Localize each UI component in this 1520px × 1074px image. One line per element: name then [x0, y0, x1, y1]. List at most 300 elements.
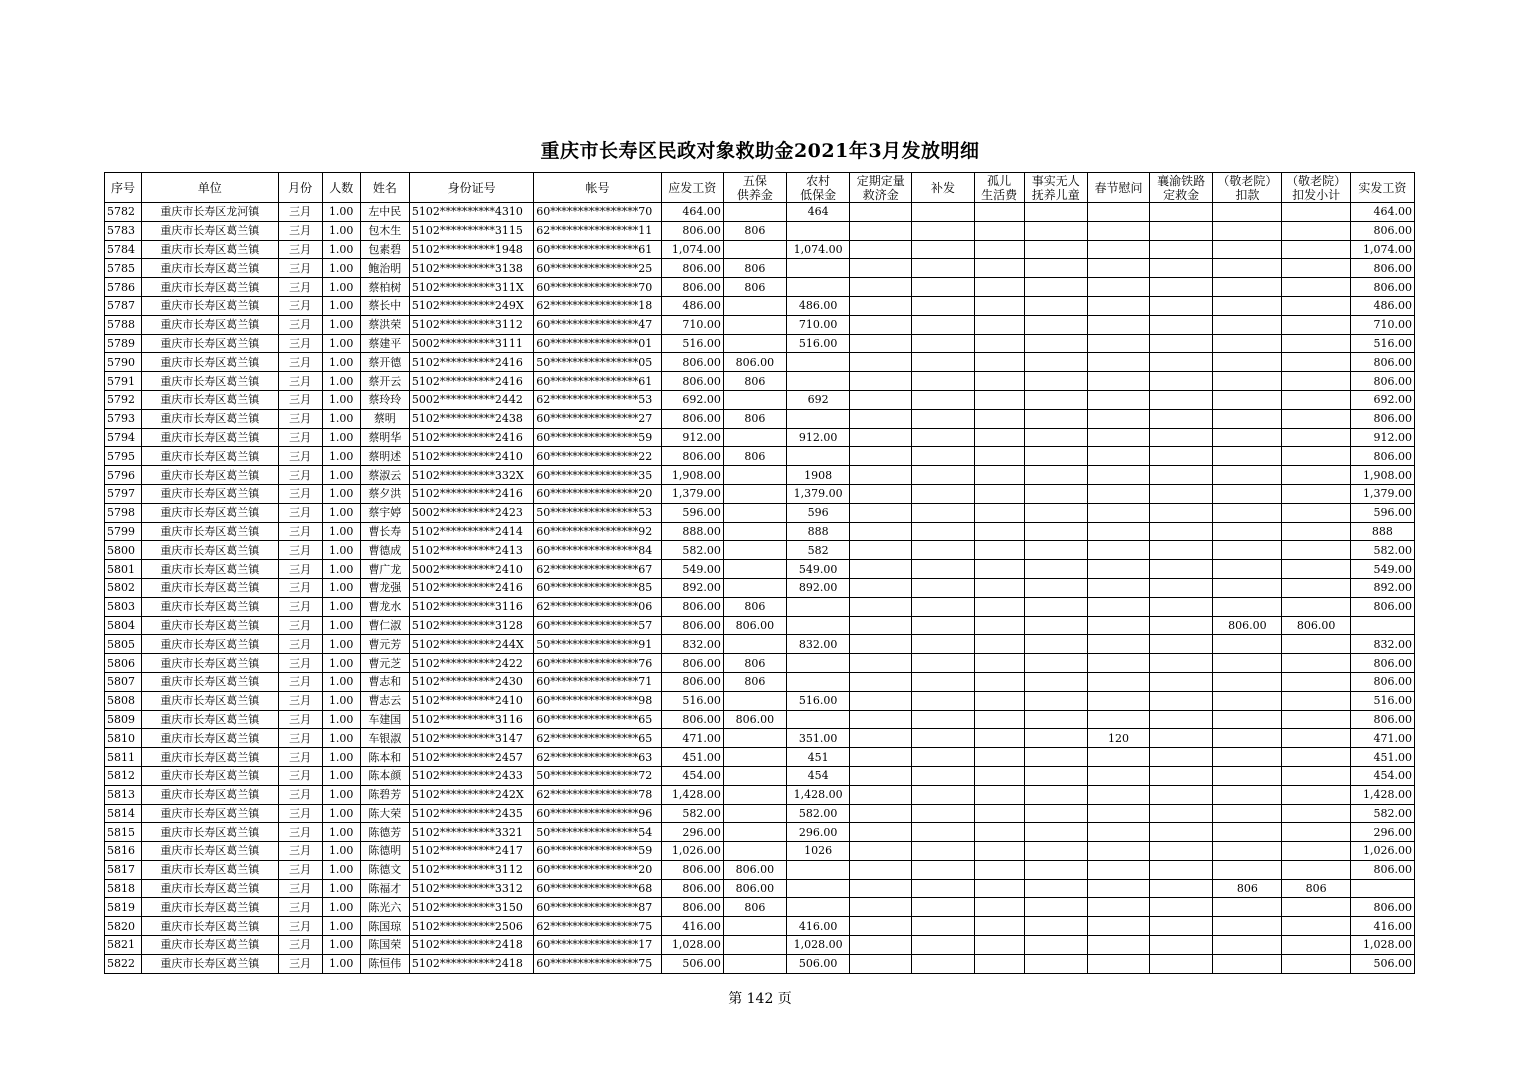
table-cell: 1.00 — [322, 503, 360, 522]
table-cell: 5102**********3321 — [409, 823, 533, 842]
table-cell: 60****************20 — [534, 860, 661, 879]
table-cell: 曹志云 — [360, 691, 409, 710]
table-cell — [1087, 503, 1149, 522]
table-cell — [1282, 672, 1350, 691]
table-row — [105, 785, 1415, 804]
table-cell: 5102**********3147 — [409, 729, 533, 748]
table-cell — [723, 390, 786, 409]
table-cell — [1024, 522, 1087, 541]
table-cell: 806 — [723, 409, 786, 428]
table-cell — [1282, 654, 1350, 673]
table-cell: 陈国荣 — [360, 936, 409, 955]
table-cell: 5002**********2442 — [409, 390, 533, 409]
table-cell: 471.00 — [661, 729, 723, 748]
table-row — [105, 729, 1415, 748]
table-cell — [1087, 710, 1149, 729]
table-cell: 892.00 — [787, 578, 850, 597]
table-cell: 三月 — [278, 936, 322, 955]
column-header-line: 姓名 — [372, 180, 397, 195]
table-cell: 806.00 — [723, 616, 786, 635]
table-cell: 车银淑 — [360, 729, 409, 748]
table-cell — [912, 860, 974, 879]
column-header — [850, 173, 912, 203]
table-cell: 486.00 — [787, 296, 850, 315]
table-cell: 三月 — [278, 390, 322, 409]
table-row — [105, 503, 1415, 522]
table-cell — [850, 804, 912, 823]
table-cell — [1282, 691, 1350, 710]
table-cell: 806.00 — [661, 353, 723, 372]
table-cell: 516.00 — [661, 691, 723, 710]
table-cell: 806.00 — [1350, 409, 1414, 428]
table-cell — [723, 917, 786, 936]
table-cell: 重庆市长寿区葛兰镇 — [142, 785, 278, 804]
table-cell: 5809 — [105, 710, 142, 729]
column-header-line: 扣款 — [1235, 187, 1260, 202]
table-cell: 549.00 — [787, 560, 850, 579]
table-cell: 三月 — [278, 259, 322, 278]
table-cell: 60****************92 — [534, 522, 661, 541]
table-cell: 806.00 — [661, 221, 723, 240]
table-cell — [850, 710, 912, 729]
table-cell: 806.00 — [1282, 616, 1350, 635]
table-cell — [723, 315, 786, 334]
table-cell: 重庆市长寿区葛兰镇 — [142, 221, 278, 240]
table-cell — [723, 823, 786, 842]
table-cell: 451.00 — [1350, 748, 1414, 767]
column-header-line: 生活费 — [981, 187, 1018, 202]
table-cell: 5102**********2457 — [409, 748, 533, 767]
table-cell: 5102**********2410 — [409, 447, 533, 466]
table-cell — [1024, 409, 1087, 428]
table-cell: 5102**********3128 — [409, 616, 533, 635]
table-cell: 蔡夕洪 — [360, 484, 409, 503]
table-cell — [723, 296, 786, 315]
table-cell: 5102**********332X — [409, 466, 533, 485]
table-cell: 5796 — [105, 466, 142, 485]
table-cell — [1087, 240, 1149, 259]
table-cell: 三月 — [278, 296, 322, 315]
table-cell: 三月 — [278, 860, 322, 879]
table-cell — [974, 936, 1024, 955]
table-cell — [1150, 541, 1213, 560]
table-cell: 5102**********2413 — [409, 541, 533, 560]
table-cell: 888 — [787, 522, 850, 541]
table-cell: 三月 — [278, 334, 322, 353]
table-cell: 806 — [723, 372, 786, 391]
table-row — [105, 616, 1415, 635]
table-cell — [1150, 654, 1213, 673]
table-cell — [1213, 785, 1282, 804]
table-cell — [974, 654, 1024, 673]
table-cell — [1087, 428, 1149, 447]
table-cell — [1024, 898, 1087, 917]
table-cell: 5785 — [105, 259, 142, 278]
column-header — [1087, 173, 1149, 203]
table-cell: 416.00 — [787, 917, 850, 936]
table-cell: 5102**********249X — [409, 296, 533, 315]
table-row — [105, 654, 1415, 673]
table-cell — [1024, 691, 1087, 710]
column-header-line: 帐号 — [585, 180, 610, 195]
table-cell — [974, 823, 1024, 842]
table-cell — [1213, 390, 1282, 409]
table-cell — [974, 278, 1024, 297]
table-cell — [850, 578, 912, 597]
table-cell: 710.00 — [661, 315, 723, 334]
table-cell — [850, 672, 912, 691]
table-cell: 888.00 — [661, 522, 723, 541]
table-cell: 三月 — [278, 785, 322, 804]
table-cell: 5102**********3115 — [409, 221, 533, 240]
table-cell: 1.00 — [322, 710, 360, 729]
table-cell — [1150, 936, 1213, 955]
table-cell: 596 — [787, 503, 850, 522]
table-cell — [974, 954, 1024, 973]
table-cell — [1150, 334, 1213, 353]
table-cell — [1087, 466, 1149, 485]
table-cell — [1282, 334, 1350, 353]
table-cell: 806 — [723, 898, 786, 917]
table-cell: 451 — [787, 748, 850, 767]
table-cell — [912, 748, 974, 767]
column-header-line: 五保 — [742, 173, 767, 188]
table-cell — [1282, 842, 1350, 861]
table-cell: 重庆市长寿区葛兰镇 — [142, 823, 278, 842]
table-cell: 三月 — [278, 672, 322, 691]
table-cell — [850, 616, 912, 635]
table-cell: 60****************98 — [534, 691, 661, 710]
table-cell: 806.00 — [661, 860, 723, 879]
table-cell: 蔡宇婷 — [360, 503, 409, 522]
table-cell — [1150, 390, 1213, 409]
table-cell — [1087, 691, 1149, 710]
table-cell — [1282, 409, 1350, 428]
table-cell — [974, 616, 1024, 635]
table-cell: 重庆市长寿区葛兰镇 — [142, 672, 278, 691]
table-cell: 陈光六 — [360, 898, 409, 917]
table-cell — [1024, 860, 1087, 879]
table-row — [105, 390, 1415, 409]
table-row — [105, 823, 1415, 842]
table-cell — [1150, 917, 1213, 936]
table-cell: 296.00 — [1350, 823, 1414, 842]
table-cell: 1,428.00 — [787, 785, 850, 804]
table-cell — [787, 898, 850, 917]
table-cell — [1150, 409, 1213, 428]
table-cell: 120 — [1087, 729, 1149, 748]
table-cell: 806 — [1213, 879, 1282, 898]
table-cell: 陈本颜 — [360, 766, 409, 785]
table-cell: 1026 — [787, 842, 850, 861]
table-cell: 重庆市长寿区葛兰镇 — [142, 691, 278, 710]
table-cell — [1024, 616, 1087, 635]
table-cell — [1213, 898, 1282, 917]
table-cell — [1024, 729, 1087, 748]
table-cell: 三月 — [278, 691, 322, 710]
table-cell: 重庆市长寿区葛兰镇 — [142, 259, 278, 278]
table-cell: 5817 — [105, 860, 142, 879]
table-cell: 5788 — [105, 315, 142, 334]
table-cell: 包木生 — [360, 221, 409, 240]
table-cell: 重庆市长寿区葛兰镇 — [142, 334, 278, 353]
table-cell: 5790 — [105, 353, 142, 372]
table-cell: 5102**********2416 — [409, 428, 533, 447]
table-row — [105, 766, 1415, 785]
table-cell — [1087, 936, 1149, 955]
table-cell: 806.00 — [1350, 221, 1414, 240]
table-cell: 1.00 — [322, 203, 360, 222]
table-cell — [1282, 917, 1350, 936]
table-cell: 806 — [723, 259, 786, 278]
table-cell: 1.00 — [322, 560, 360, 579]
table-cell: 806.00 — [1350, 672, 1414, 691]
table-cell: 1.00 — [322, 879, 360, 898]
table-cell — [974, 691, 1024, 710]
column-header-line: 供养金 — [736, 187, 773, 202]
table-cell — [1087, 954, 1149, 973]
table-cell: 1.00 — [322, 597, 360, 616]
table-cell — [912, 221, 974, 240]
table-cell: 1.00 — [322, 936, 360, 955]
table-cell — [1087, 898, 1149, 917]
table-cell: 1.00 — [322, 578, 360, 597]
table-cell — [1213, 428, 1282, 447]
column-header-line: 补发 — [930, 180, 955, 195]
table-cell — [1024, 221, 1087, 240]
table-cell: 5102**********2438 — [409, 409, 533, 428]
table-cell — [1150, 635, 1213, 654]
column-header — [723, 173, 786, 203]
table-cell: 三月 — [278, 409, 322, 428]
table-cell: 62****************67 — [534, 560, 661, 579]
table-cell: 296.00 — [661, 823, 723, 842]
table-cell — [1087, 917, 1149, 936]
table-cell — [787, 616, 850, 635]
table-cell — [787, 372, 850, 391]
table-cell: 486.00 — [661, 296, 723, 315]
table-cell — [1350, 879, 1414, 898]
table-cell: 三月 — [278, 484, 322, 503]
table-cell — [912, 879, 974, 898]
table-cell — [1024, 240, 1087, 259]
table-cell: 60****************70 — [534, 203, 661, 222]
table-cell: 5002**********3111 — [409, 334, 533, 353]
table-cell: 806.00 — [661, 409, 723, 428]
table-cell: 806.00 — [661, 597, 723, 616]
table-row — [105, 409, 1415, 428]
table-cell: 蔡开云 — [360, 372, 409, 391]
table-cell: 鲍治明 — [360, 259, 409, 278]
table-cell — [974, 766, 1024, 785]
table-cell: 806.00 — [1350, 654, 1414, 673]
table-cell: 62****************18 — [534, 296, 661, 315]
table-cell — [1282, 372, 1350, 391]
table-cell: 806 — [1282, 879, 1350, 898]
column-header-line: 单位 — [197, 180, 222, 195]
table-cell: 5102**********2417 — [409, 842, 533, 861]
table-cell: 重庆市长寿区葛兰镇 — [142, 936, 278, 955]
table-cell — [974, 203, 1024, 222]
table-cell — [912, 484, 974, 503]
table-cell — [1282, 541, 1350, 560]
table-cell: 5784 — [105, 240, 142, 259]
table-cell — [1087, 259, 1149, 278]
table-cell — [723, 578, 786, 597]
table-cell — [1087, 221, 1149, 240]
table-cell: 5793 — [105, 409, 142, 428]
table-cell — [723, 522, 786, 541]
table-cell: 陈德芳 — [360, 823, 409, 842]
table-cell — [1282, 353, 1350, 372]
table-cell: 三月 — [278, 578, 322, 597]
table-cell: 5794 — [105, 428, 142, 447]
column-header-line: 事实无人 — [1031, 173, 1080, 188]
table-cell — [850, 240, 912, 259]
table-cell: 三月 — [278, 372, 322, 391]
table-cell — [1150, 484, 1213, 503]
table-cell — [723, 503, 786, 522]
table-cell — [912, 823, 974, 842]
table-cell — [1213, 372, 1282, 391]
table-row — [105, 804, 1415, 823]
table-cell — [850, 879, 912, 898]
table-row — [105, 597, 1415, 616]
table-cell: 曹龙水 — [360, 597, 409, 616]
column-header — [105, 173, 142, 203]
table-cell: 重庆市长寿区葛兰镇 — [142, 353, 278, 372]
table-cell: 1.00 — [322, 729, 360, 748]
table-cell: 5791 — [105, 372, 142, 391]
table-cell: 60****************70 — [534, 278, 661, 297]
table-cell — [912, 466, 974, 485]
table-cell: 曹元芳 — [360, 635, 409, 654]
table-cell — [1213, 860, 1282, 879]
column-header-line: 扣发小计 — [1292, 187, 1341, 202]
table-cell: 1.00 — [322, 748, 360, 767]
table-cell — [974, 898, 1024, 917]
table-cell: 5787 — [105, 296, 142, 315]
table-cell: 重庆市长寿区葛兰镇 — [142, 635, 278, 654]
table-cell: 曹龙强 — [360, 578, 409, 597]
table-cell — [1087, 409, 1149, 428]
table-cell — [1150, 296, 1213, 315]
table-cell — [974, 296, 1024, 315]
table-cell: 60****************61 — [534, 372, 661, 391]
table-cell — [850, 447, 912, 466]
table-cell: 516.00 — [1350, 334, 1414, 353]
table-cell: 三月 — [278, 635, 322, 654]
table-cell — [912, 672, 974, 691]
table-cell: 516.00 — [1350, 691, 1414, 710]
table-cell — [1213, 484, 1282, 503]
table-cell — [1024, 879, 1087, 898]
table-cell — [1024, 315, 1087, 334]
table-cell — [1087, 823, 1149, 842]
table-cell — [912, 315, 974, 334]
table-cell: 曹广龙 — [360, 560, 409, 579]
table-cell — [974, 447, 1024, 466]
table-cell: 重庆市长寿区葛兰镇 — [142, 616, 278, 635]
table-cell — [1150, 372, 1213, 391]
table-cell: 60****************76 — [534, 654, 661, 673]
table-cell — [1282, 729, 1350, 748]
table-cell — [912, 259, 974, 278]
table-cell — [1087, 334, 1149, 353]
table-cell: 1.00 — [322, 898, 360, 917]
table-row — [105, 635, 1415, 654]
table-cell: 832.00 — [787, 635, 850, 654]
table-cell: 806.00 — [1350, 447, 1414, 466]
table-cell — [974, 428, 1024, 447]
table-cell: 1.00 — [322, 428, 360, 447]
table-cell: 62****************11 — [534, 221, 661, 240]
table-cell — [1150, 804, 1213, 823]
table-cell — [1150, 522, 1213, 541]
column-header-line: 定救金 — [1163, 187, 1200, 202]
table-cell — [850, 842, 912, 861]
table-row — [105, 315, 1415, 334]
table-cell — [1087, 541, 1149, 560]
column-header — [278, 173, 322, 203]
table-cell: 陈本和 — [360, 748, 409, 767]
table-cell: 陈大荣 — [360, 804, 409, 823]
table-cell — [850, 503, 912, 522]
table-cell — [787, 654, 850, 673]
table-cell: 50****************53 — [534, 503, 661, 522]
table-cell: 806.00 — [723, 860, 786, 879]
table-cell: 陈碧芳 — [360, 785, 409, 804]
table-cell: 62****************65 — [534, 729, 661, 748]
table-cell — [1282, 466, 1350, 485]
table-cell: 蔡玲玲 — [360, 390, 409, 409]
table-cell: 5818 — [105, 879, 142, 898]
table-cell: 62****************06 — [534, 597, 661, 616]
table-cell: 曹仁淑 — [360, 616, 409, 635]
table-cell: 454.00 — [661, 766, 723, 785]
table-cell: 蔡明华 — [360, 428, 409, 447]
table-cell — [912, 597, 974, 616]
table-cell — [1282, 560, 1350, 579]
column-header-line: 抚养儿童 — [1031, 187, 1080, 202]
table-cell — [974, 221, 1024, 240]
table-cell — [974, 597, 1024, 616]
table-cell: 三月 — [278, 503, 322, 522]
table-row — [105, 672, 1415, 691]
table-cell: 806.00 — [1213, 616, 1282, 635]
table-body — [105, 203, 1415, 974]
table-cell — [1282, 278, 1350, 297]
column-header — [1350, 173, 1414, 203]
table-cell: 832.00 — [661, 635, 723, 654]
table-cell — [850, 315, 912, 334]
table-cell: 5102**********3112 — [409, 315, 533, 334]
table-cell — [1213, 296, 1282, 315]
table-cell: 596.00 — [661, 503, 723, 522]
table-cell — [1087, 635, 1149, 654]
table-cell: 三月 — [278, 353, 322, 372]
table-cell: 三月 — [278, 560, 322, 579]
table-cell — [1213, 823, 1282, 842]
table-cell — [912, 409, 974, 428]
table-cell: 806.00 — [661, 654, 723, 673]
table-cell — [723, 635, 786, 654]
table-cell: 582.00 — [661, 804, 723, 823]
table-cell: 516.00 — [787, 334, 850, 353]
table-cell: 1.00 — [322, 917, 360, 936]
table-cell: 5102**********2416 — [409, 484, 533, 503]
table-cell — [850, 936, 912, 955]
